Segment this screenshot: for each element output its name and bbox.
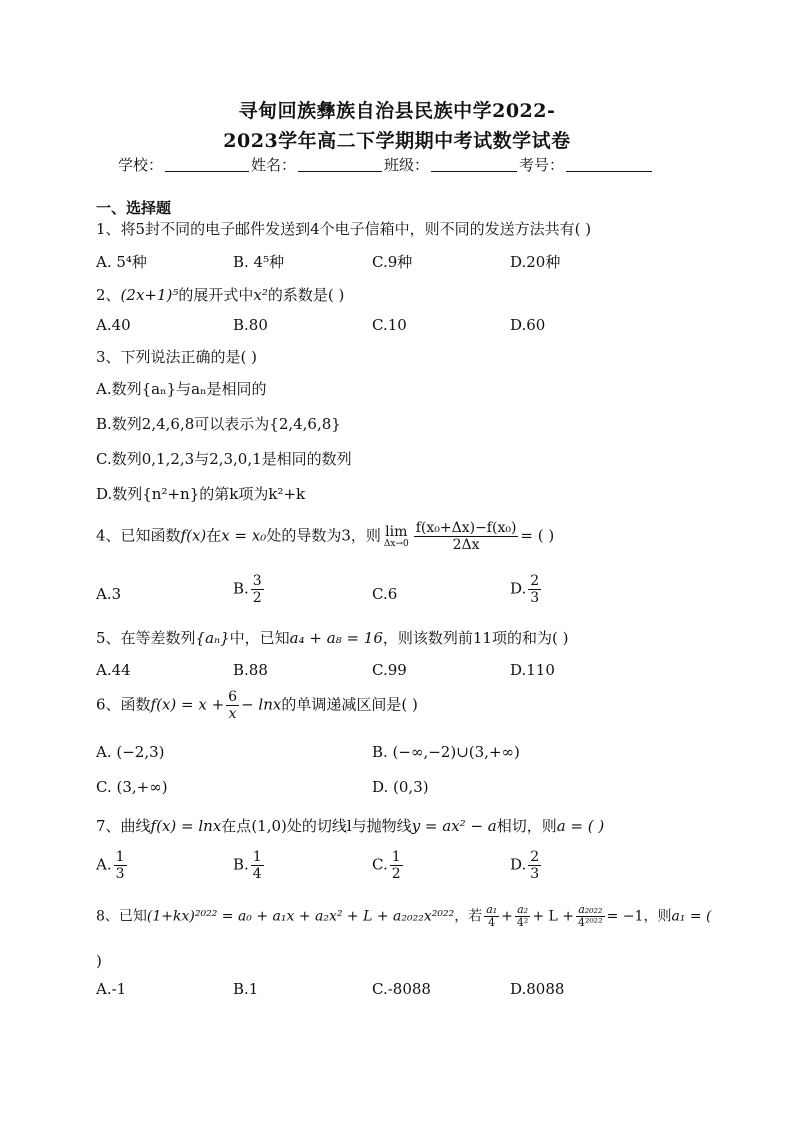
q6-den: x — [228, 706, 237, 722]
q7-option-a-fraction — [114, 849, 127, 882]
q4-function: f(x) — [180, 526, 207, 545]
q7-option-b[interactable] — [233, 849, 266, 882]
q2-middle: 的展开式中 — [178, 286, 254, 304]
q7-option-a-prefix: A. — [96, 855, 112, 874]
exam-number-label: 考号： — [519, 156, 565, 174]
q4-option-c[interactable]: C.6 — [372, 585, 398, 603]
q6-option-a[interactable]: A. (−2,3) — [96, 743, 165, 761]
q7-option-b-fraction — [251, 849, 264, 882]
q2-binomial: (2x+1)⁵ — [120, 286, 179, 304]
q7-suffix: 相切，则 — [496, 817, 557, 835]
q4-lim-word: lim — [385, 523, 408, 540]
q8-plus-1: + — [501, 908, 513, 925]
q8-mid: ，若 — [454, 908, 483, 925]
question-6 — [96, 689, 418, 722]
q4-option-d-fraction — [528, 573, 541, 606]
exam-title-line1: 寻甸回族彝族自治县民族中学2022- — [238, 100, 556, 122]
q2-option-a[interactable]: A.40 — [96, 316, 131, 334]
q8-option-b[interactable]: B.1 — [233, 980, 259, 998]
q4-option-a[interactable]: A.3 — [96, 585, 122, 603]
q5-option-a[interactable]: A.44 — [96, 661, 131, 679]
q8-option-a[interactable]: A.-1 — [96, 980, 127, 998]
q7-mid2: 处的切线l与抛物线 — [286, 817, 412, 835]
student-info-line — [118, 154, 678, 175]
q2-option-c[interactable]: C.10 — [372, 316, 407, 334]
q7-option-b-prefix: B. — [233, 855, 249, 874]
q7-option-a[interactable] — [96, 849, 129, 882]
q8-prefix: 8、已知 — [96, 908, 147, 925]
q8-suffix: ，则 — [643, 908, 672, 925]
name-blank[interactable] — [298, 157, 382, 172]
q4-mid1: 在 — [206, 526, 222, 545]
q7-function: f(x) = lnx — [150, 817, 222, 835]
q6-option-d[interactable]: D. (0,3) — [372, 778, 429, 796]
section-heading: 一、选择题 — [96, 199, 172, 217]
q6-suffix: 的单调递减区间是( ) — [281, 695, 418, 714]
q3-option-d[interactable]: D.数列{n²+n}的第k项为k²+k — [96, 485, 306, 503]
q8-ask: a₁ = ( — [671, 908, 712, 925]
q5-prefix: 5、在等差数列 — [96, 629, 196, 647]
class-label: 班级： — [384, 156, 430, 174]
question-4 — [96, 520, 554, 553]
q7-option-d-num: 2 — [530, 849, 540, 865]
q1-option-a[interactable]: A. 5⁴种 — [96, 253, 147, 271]
school-blank[interactable] — [165, 157, 249, 172]
q6-option-b[interactable]: B. (−∞,−2)∪(3,+∞) — [372, 743, 520, 761]
question-7 — [96, 815, 604, 836]
q8-option-d[interactable]: D.8088 — [510, 980, 565, 998]
q8-expansion: (1+kx)²⁰²² = a₀ + a₁x + a₂x² + L + a₂₀₂₂x²⁰²² — [146, 908, 455, 925]
q5-condition: a₄ + a₈ = 16 — [289, 629, 383, 647]
q4-option-b-fraction — [251, 573, 264, 606]
q8-fraction-1 — [484, 904, 499, 929]
q5-suffix: ，则该数列前11项的和为( ) — [382, 629, 569, 647]
q3-option-c[interactable]: C.数列0,1,2,3与2,3,0,1是相同的数列 — [96, 450, 352, 468]
q7-mid1: 在点 — [221, 817, 252, 835]
q8-f3-num: a₂₀₂₂ — [576, 904, 605, 917]
class-blank[interactable] — [431, 157, 517, 172]
q4-option-b-prefix: B. — [233, 579, 249, 598]
q2-term: x² — [253, 286, 268, 304]
exam-title-line2: 2023学年高二下学期期中考试数学试卷 — [223, 130, 571, 152]
q2-option-d[interactable]: D.60 — [510, 316, 546, 334]
q8-f2-den: 4² — [516, 916, 529, 929]
q4-option-b[interactable] — [233, 573, 266, 606]
q7-option-b-den: 4 — [252, 866, 262, 882]
q1-option-c[interactable]: C.9种 — [372, 253, 413, 271]
q4-option-d-prefix: D. — [510, 579, 527, 598]
q6-prefix: 6、函数 — [96, 695, 151, 714]
q7-option-c[interactable] — [372, 849, 405, 882]
q4-limit — [384, 525, 409, 549]
q4-denominator: 2Δx — [452, 537, 480, 553]
q6-option-c[interactable]: C. (3,+∞) — [96, 778, 168, 796]
question-8 — [96, 904, 712, 929]
q7-ask: a = ( ) — [556, 817, 605, 835]
q7-option-b-num: 1 — [252, 849, 262, 865]
q5-option-b[interactable]: B.88 — [233, 661, 268, 679]
q7-option-a-den: 3 — [115, 866, 125, 882]
name-label: 姓名： — [251, 156, 297, 174]
q7-option-c-prefix: C. — [372, 855, 388, 874]
q4-point: x = x₀ — [221, 526, 267, 545]
q8-option-c[interactable]: C.-8088 — [372, 980, 431, 998]
q8-f1-num: a₁ — [486, 903, 498, 916]
q8-f3-den: 4²⁰²² — [577, 916, 603, 929]
q5-option-d[interactable]: D.110 — [510, 661, 555, 679]
q4-option-d[interactable] — [510, 573, 543, 606]
q8-fraction-2 — [515, 904, 530, 929]
q5-option-c[interactable]: C.99 — [372, 661, 407, 679]
q4-option-d-den: 3 — [530, 590, 540, 606]
q5-mid: 中，已知 — [229, 629, 290, 647]
q7-option-a-num: 1 — [115, 849, 125, 865]
q8-f2-num: a₂ — [515, 904, 530, 917]
q6-function: f(x) = x + — [150, 695, 225, 714]
q7-parabola: y = ax² − a — [411, 817, 497, 835]
school-label: 学校： — [118, 156, 164, 174]
q3-option-b[interactable]: B.数列2,4,6,8可以表示为{2,4,6,8} — [96, 415, 341, 433]
q7-option-d[interactable] — [510, 849, 543, 882]
q4-option-b-num: 3 — [252, 573, 262, 589]
exam-number-blank[interactable] — [566, 157, 652, 172]
q7-option-d-fraction — [528, 849, 541, 882]
q7-option-c-den: 2 — [391, 866, 401, 882]
q4-fraction — [414, 520, 519, 553]
q3-option-a[interactable]: A.数列{aₙ}与aₙ是相同的 — [96, 380, 267, 398]
q1-option-b[interactable]: B. 4⁵种 — [233, 253, 285, 271]
q6-num: 6 — [228, 689, 238, 705]
q7-option-c-num: 1 — [391, 849, 401, 865]
q7-prefix: 7、曲线 — [96, 817, 151, 835]
q6-fraction — [226, 689, 239, 722]
question-3: 3、下列说法正确的是( ) — [96, 348, 258, 366]
q4-prefix: 4、已知函数 — [96, 526, 181, 545]
question-1: 1、将5封不同的电子邮件发送到4个电子信箱中，则不同的发送方法共有( ) — [96, 220, 592, 238]
q4-lim-sub: Δx→0 — [383, 538, 409, 549]
q8-fraction-3 — [576, 904, 605, 929]
q4-suffix: = ( ) — [520, 526, 555, 545]
q8-equals: = −1 — [606, 908, 644, 925]
q8-close-paren: ) — [96, 952, 102, 970]
q8-plus-2: + L + — [532, 908, 574, 925]
question-2 — [96, 284, 344, 305]
q8-f1-den: 4 — [488, 916, 496, 929]
q4-numerator: f(x₀+Δx)−f(x₀) — [415, 520, 517, 536]
q7-option-d-den: 3 — [530, 866, 540, 882]
q1-option-d[interactable]: D.20种 — [510, 253, 561, 271]
q4-mid2: 处的导数为3，则 — [266, 526, 381, 545]
q2-prefix: 2、 — [96, 286, 121, 304]
q2-option-b[interactable]: B.80 — [233, 316, 268, 334]
q4-option-b-den: 2 — [252, 590, 262, 606]
q7-option-c-fraction — [390, 849, 403, 882]
q5-sequence: {aₙ} — [195, 629, 230, 647]
q6-tail: − lnx — [241, 695, 282, 714]
question-5 — [96, 627, 568, 648]
q7-point: (1,0) — [251, 817, 287, 835]
q7-option-d-prefix: D. — [510, 855, 527, 874]
q2-suffix: 的系数是( ) — [267, 286, 345, 304]
q4-option-d-num: 2 — [530, 573, 540, 589]
